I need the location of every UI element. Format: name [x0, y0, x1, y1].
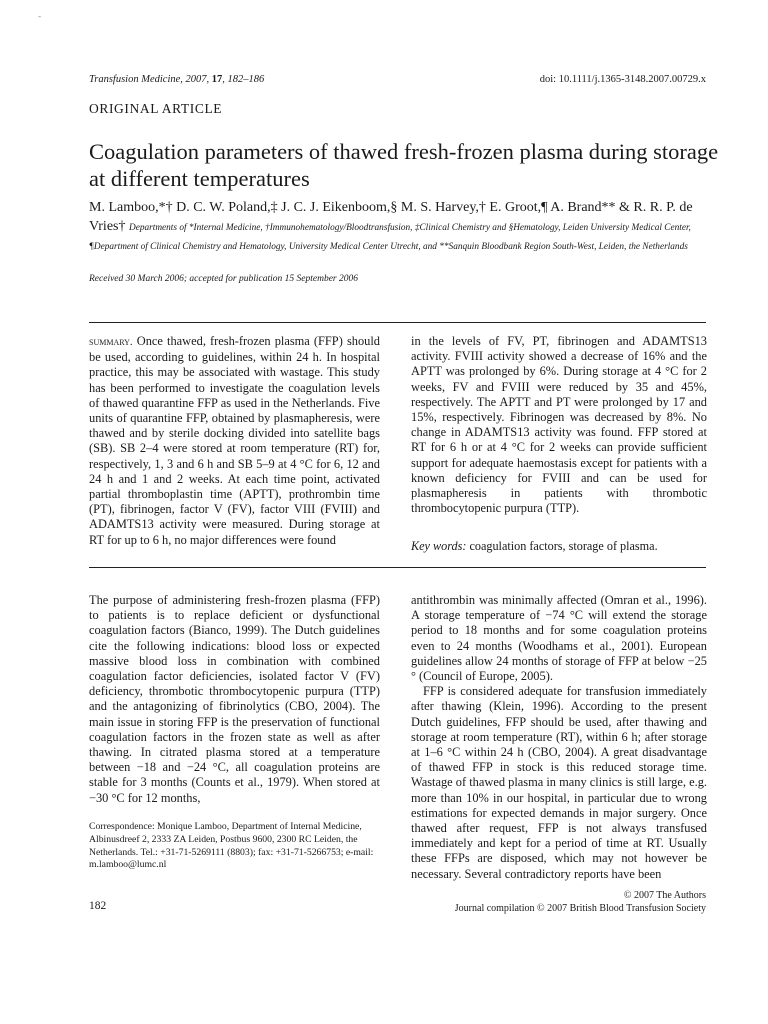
keywords-text: coagulation factors, storage of plasma. — [466, 539, 658, 553]
received-dates: Received 30 March 2006; accepted for publication 15 September 2006 — [89, 274, 359, 284]
doi[interactable]: doi: 10.1111/j.1365-3148.2007.00729.x — [539, 74, 706, 85]
body-paragraph: antithrombin was minimally affected (Omran et al., 1996). A storage temperature of −74 °C will extend the storage period to 18 months and for some coagulation proteins even to 24 months (Woodhams et al., 2001). European guidelines allow 24 months of storage of FFP at below −25 ° (Council of Europe, 2005). — [411, 593, 707, 684]
abstract-left-column — [89, 334, 380, 548]
body-paragraph: FFP is considered adequate for transfusion immediately after thawing (Klein, 1996). According to the present Dutch guidelines, FFP should be used, after thawing and storage at room temperature (RT), within 6 h; after storage at 1–6 °C within 24 h (CBO, 2004). A great disadvantage of thawed FFP in stock is this reduced storage time. Wastage of thawed plasma in many clinics is still large, e.g. more than 10% in our hospital, in particular due to wrong estimations for expected demands in major surgery. Once thawed after request, FFP is not always transfused immediately and kept for a period of time at RT. Usually these FFPs are disposed, which may not however be necessary. Several contradictory reports have been — [411, 684, 707, 881]
body-left-column — [89, 593, 380, 806]
author-affiliations: Departments of *Internal Medicine, †Immunohematology/Bloodtransfusion, ‡Clinical Chemistry and §Hematology, Leiden University Medical Center, ¶Department of Clinical Chemistry and Hematology, University Medical Center Utrecht, and **Sanquin Bloodbank Region South-West, Leiden, the Netherlands — [89, 223, 691, 252]
keywords — [411, 539, 707, 554]
keywords-label: Key words: — [411, 539, 467, 553]
copyright-footer — [455, 890, 706, 915]
body-paragraph: The purpose of administering fresh-frozen plasma (FFP) to patients is to replace deficient or dysfunctional coagulation factors (Bianco, 1999). The Dutch guidelines cite the following indications: blood loss or expected massive blood loss in combination with combined coagulation factor deficiencies, isolated factor V (FV) deficiency, thrombotic thrombocytopenic purpura (TTP) and the antagonizing of fibrinolytics (CBO, 2004). The main issue in storing FFP is the preservation of functional coagulation factors in the frozen state as well as after thawing. In citrated plasma stored at a temperature between −18 and −24 °C, all coagulation proteins are stable for 3 months (Counts et al., 1979). When stored at −30 °C for 12 months, — [89, 593, 380, 805]
copyright-line: © 2007 The Authors — [623, 890, 706, 901]
journal-name: Transfusion Medicine, 2007, — [89, 74, 212, 85]
page-number: 182 — [89, 900, 107, 912]
author-block — [89, 198, 709, 255]
article-title: Coagulation parameters of thawed fresh-frozen plasma during storage at different temperatures — [89, 139, 719, 191]
body-right-column — [411, 593, 707, 882]
abstract-right-column — [411, 334, 707, 516]
journal-volume: 17 — [211, 74, 223, 85]
correspondence: Correspondence: Monique Lamboo, Department of Internal Medicine, Albinusdreef 2, 2333 ZA Leiden, Postbus 9600, 2300 RC Leiden, the Netherlands. Tel.: +31-71-5269111 (8803); fax: +31-71-5266753; e-mail: m.lamboo@lumc.nl — [89, 821, 374, 871]
running-header-citation — [89, 74, 264, 85]
journal-pages: , 182–186 — [222, 74, 265, 85]
corner-mark: - — [38, 12, 42, 22]
compilation-line: Journal compilation © 2007 British Blood Transfusion Society — [454, 902, 706, 914]
section-label: ORIGINAL ARTICLE — [89, 101, 223, 116]
abstract-bottom-rule — [89, 567, 706, 568]
abstract-lead: summary. — [89, 336, 133, 348]
abstract-text-right: in the levels of FV, PT, fibrinogen and ADAMTS13 activity. FVIII activity showed a decrease of 16% and the APTT was prolonged by 6%. During storage at 4 °C for 2 weeks, FV and FVIII were reduced by 35 and 45%, respectively. The APTT and PT were prolonged by 17 and 15%, respectively. Fibrinogen was decreased by 8%. No change in ADAMTS13 activity was found. FFP stored at RT for 6 h or at 4 °C for 2 weeks can provide sufficient support for adequate haemostasis except for patients with a known deficiency for FVIII and can be used for plasmapheresis in patients with thrombotic thrombocytopenic purpura (TTP). — [411, 334, 707, 516]
author-names: M. Lamboo,*† D. C. W. Poland,‡ J. C. J. Eikenboom,§ M. S. Harvey,† E. Groot,¶ A. Brand** & R. R. P. de Vries† — [89, 200, 693, 234]
abstract-top-rule — [89, 322, 706, 323]
abstract-text-left: Once thawed, fresh-frozen plasma (FFP) should be used, according to guidelines, within 24 h. In hospital practice, this may be associated with wastage. This study has been performed to investigate the coagulation levels of thawed quarantine FFP as used in the Netherlands. Five units of quarantine FFP, obtained by plasmapheresis, were thawed and by sterile docking divided into satellite bags (SB). SB 2–4 were stored at room temperature (RT) for, respectively, 1, 3 and 6 h and SB 5–9 at 4 °C for 6, 12 and 24 h and 1 and 2 weeks. At each time point, activated partial thromboplastin time (APTT), prothrombin time (PT), fibrinogen, factor V (FV), factor VIII (FVIII) and ADAMTS13 activity were measured. During storage at RT for up to 6 h, no major differences were found — [89, 334, 380, 547]
